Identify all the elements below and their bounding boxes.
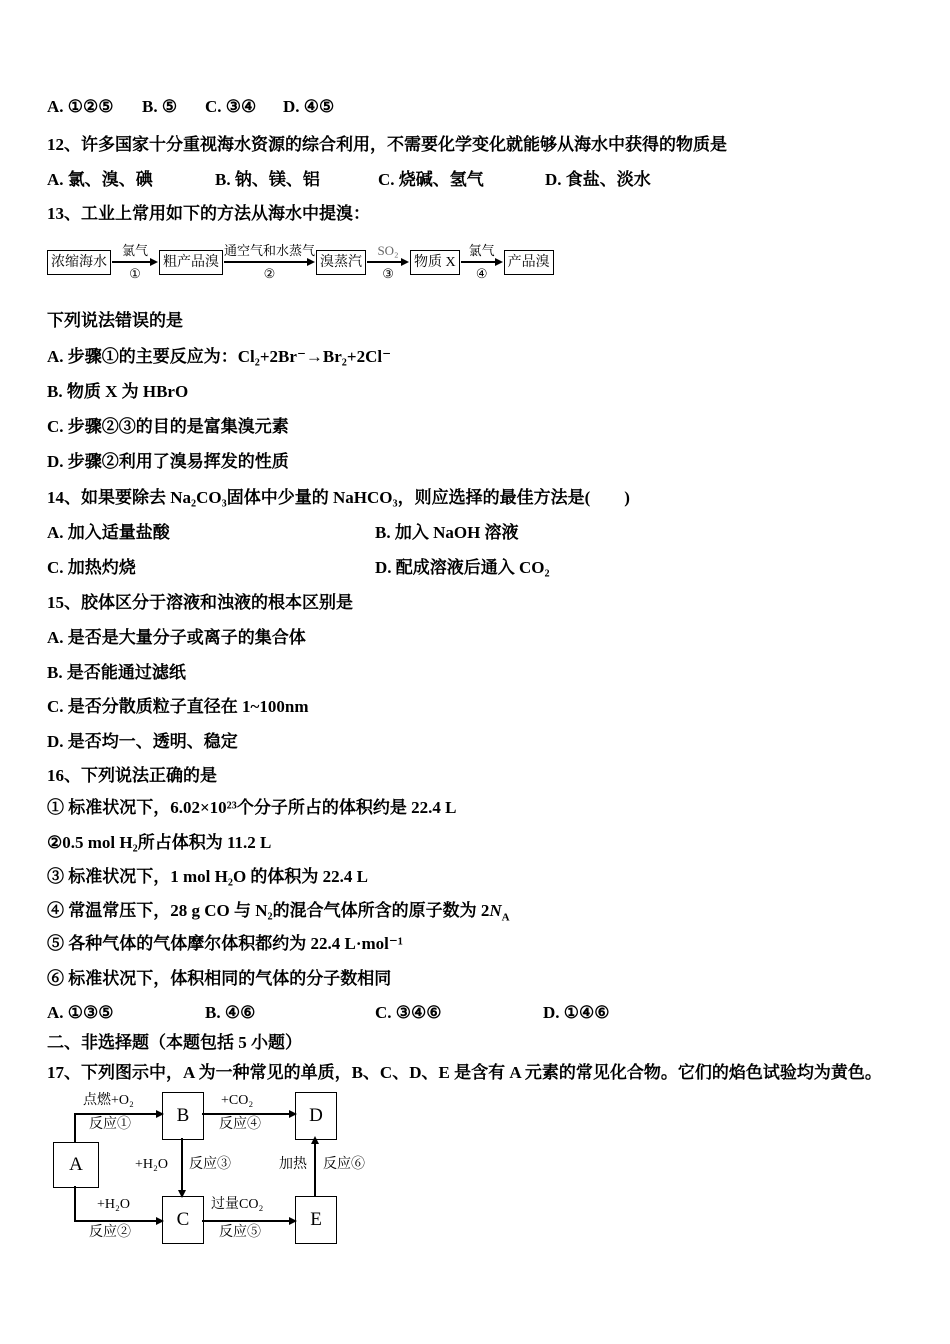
q11-options-row: [47, 96, 334, 118]
diagram-box-d: D: [295, 1092, 337, 1140]
flow-arrow-step4: [461, 243, 503, 281]
label-reaction4: 反应④: [219, 1117, 261, 1132]
q15-stem: 15、胶体区分于溶液和浊液的根本区别是: [47, 593, 353, 612]
label-reaction5: 反应⑤: [219, 1225, 261, 1240]
arrow-b-to-c: [181, 1138, 183, 1196]
q13-option-c: C. 步骤②③的目的是富集溴元素: [47, 417, 289, 436]
q12-stem: 12、许多国家十分重视海水资源的综合利用，不需要化学变化就能够从海水中获得的物质是: [47, 135, 727, 154]
q16-statement-4: ④ 常温常压下，28 g CO 与 N₂的混合气体所含的原子数为 $2N_A$: [47, 901, 510, 924]
q16-options-row: [47, 1002, 610, 1024]
q16-option-d: D. ①④⑥: [543, 1003, 610, 1022]
q16-statement-1: ① 标准状况下，6.02×10²³个分子所占的体积约是 22.4 L: [47, 798, 457, 817]
q13-question: 下列说法错误的是: [47, 311, 183, 330]
arrow-head-icon: [307, 258, 315, 266]
label-reaction5-reagent: 过量CO₂: [211, 1197, 264, 1212]
arrow-b-to-d: [202, 1113, 295, 1115]
label-reaction3-reagent: +H₂O: [135, 1157, 168, 1172]
flow-arrow3-step: ③: [382, 266, 394, 281]
q14-options-row1: [47, 522, 519, 544]
q16-statement-3: ③ 标准状况下，1 mol H₂O 的体积为 22.4 L: [47, 867, 369, 886]
flow-arrow1-reagent: 氯气: [121, 243, 148, 258]
arrow-e-to-d: [314, 1138, 316, 1196]
flow-arrow3-line: [367, 258, 409, 266]
flow-arrow4-step: ④: [475, 266, 488, 281]
q17-stem: 17、下列图示中，A 为一种常见的单质，B、C、D、E 是含有 A 元素的常见化合物。它们的焰色试验均为黄色。: [47, 1063, 882, 1082]
q14-option-d: D. 配成溶液后通入 CO₂: [375, 558, 550, 577]
q12-option-a: A. 氯、溴、碘: [47, 170, 153, 189]
q16-option-b: B. ④⑥: [205, 1003, 256, 1022]
q13-option-d: D. 步骤②利用了溴易挥发的性质: [47, 452, 289, 471]
flow-box-crude-bromine: 粗产品溴: [159, 250, 223, 275]
q16-statement-5: ⑤ 各种气体的气体摩尔体积都约为 22.4 L·mol⁻¹: [47, 934, 403, 953]
label-reaction2-reagent: +H₂O: [97, 1197, 130, 1212]
flow-arrow3-reagent: SO₂: [377, 243, 399, 258]
q15-option-d: D. 是否均一、透明、稳定: [47, 732, 238, 751]
q16-statement-4-variable: N: [489, 901, 502, 920]
q12-option-d: D. 食盐、淡水: [545, 170, 651, 189]
q11-option-c: C. ③④: [205, 97, 257, 116]
arrow-c-to-e: [202, 1220, 295, 1222]
arrow-head-icon: [401, 258, 409, 266]
diagram-box-e: E: [295, 1196, 337, 1244]
q13-flow-diagram: [47, 243, 554, 281]
flow-arrow-step1: [112, 243, 158, 281]
flow-arrow1-step: ①: [129, 266, 141, 281]
q12-options-row: [47, 169, 651, 191]
q16-option-a: A. ①③⑤: [47, 1003, 114, 1022]
q14-option-b: B. 加入 NaOH 溶液: [375, 523, 519, 542]
q15-option-c: C. 是否分散质粒子直径在 1~100nm: [47, 697, 309, 716]
flow-arrow-step3: [367, 243, 409, 281]
q11-option-d: D. ④⑤: [283, 97, 335, 116]
label-reaction3: 反应③: [189, 1157, 231, 1172]
q11-option-a: A. ①②⑤: [47, 97, 114, 116]
q14-options-row2: [47, 557, 550, 579]
label-reaction1-reagent: 点燃+O₂: [83, 1093, 134, 1108]
diagram-box-a: A: [53, 1142, 99, 1188]
q17-reaction-diagram: [45, 1088, 465, 1246]
connector-a-up: [74, 1114, 76, 1142]
q11-option-b: B. ⑤: [142, 97, 178, 116]
q16-statement-6: ⑥ 标准状况下，体积相同的气体的分子数相同: [47, 969, 392, 988]
flow-arrow1-line: [112, 258, 158, 266]
q12-option-c: C. 烧碱、氢气: [378, 170, 484, 189]
connector-a-down: [74, 1186, 76, 1222]
diagram-box-c: C: [162, 1196, 204, 1244]
label-reaction2: 反应②: [89, 1225, 131, 1240]
q13-option-b: B. 物质 X 为 HBrO: [47, 382, 189, 401]
q14-option-a: A. 加入适量盐酸: [47, 523, 170, 542]
flow-arrow2-step: ②: [263, 266, 276, 281]
flow-box-bromine-vapor: 溴蒸汽: [316, 250, 366, 275]
flow-box-substance-x: 物质 X: [410, 250, 460, 275]
q12-option-b: B. 钠、镁、铝: [215, 170, 320, 189]
label-reaction1: 反应①: [89, 1117, 131, 1132]
flow-arrow4-line: [461, 258, 503, 266]
label-reaction4-reagent: +CO₂: [221, 1093, 254, 1108]
section2-header: 二、非选择题（本题包括 5 小题）: [47, 1033, 302, 1052]
flow-arrow4-reagent: 氯气: [468, 243, 495, 258]
arrow-a-to-b: [74, 1113, 162, 1115]
q14-option-c: C. 加热灼烧: [47, 558, 136, 577]
arrow-a-to-c: [74, 1220, 162, 1222]
q16-statement-4-subscript: A: [501, 911, 510, 924]
q16-option-c: C. ③④⑥: [375, 1003, 442, 1022]
q15-option-a: A. 是否是大量分子或离子的集合体: [47, 628, 306, 647]
q16-statement-2: ②0.5 mol H₂所占体积为 11.2 L: [47, 833, 272, 852]
label-reaction6-condition: 加热: [279, 1157, 307, 1172]
flow-arrow-step2: [224, 243, 315, 281]
flow-box-concentrated-seawater: 浓缩海水: [47, 250, 111, 275]
diagram-box-b: B: [162, 1092, 204, 1140]
q14-stem: 14、如果要除去 Na₂CO₃固体中少量的 NaHCO₃，则应选择的最佳方法是( ): [47, 488, 630, 507]
flow-arrow2-reagent: 通空气和水蒸气: [224, 243, 316, 258]
q13-stem: 13、工业上常用如下的方法从海水中提溴：: [47, 204, 370, 223]
arrow-head-icon: [495, 258, 503, 266]
q15-option-b: B. 是否能通过滤纸: [47, 663, 186, 682]
flow-box-product-bromine: 产品溴: [504, 250, 554, 275]
flow-arrow2-line: [224, 258, 315, 266]
q16-stem: 16、下列说法正确的是: [47, 766, 217, 785]
arrow-head-icon: [150, 258, 158, 266]
q13-option-a: A. 步骤①的主要反应为：Cl₂+2Br⁻→Br₂+2Cl⁻: [47, 347, 392, 366]
label-reaction6: 反应⑥: [323, 1157, 365, 1172]
